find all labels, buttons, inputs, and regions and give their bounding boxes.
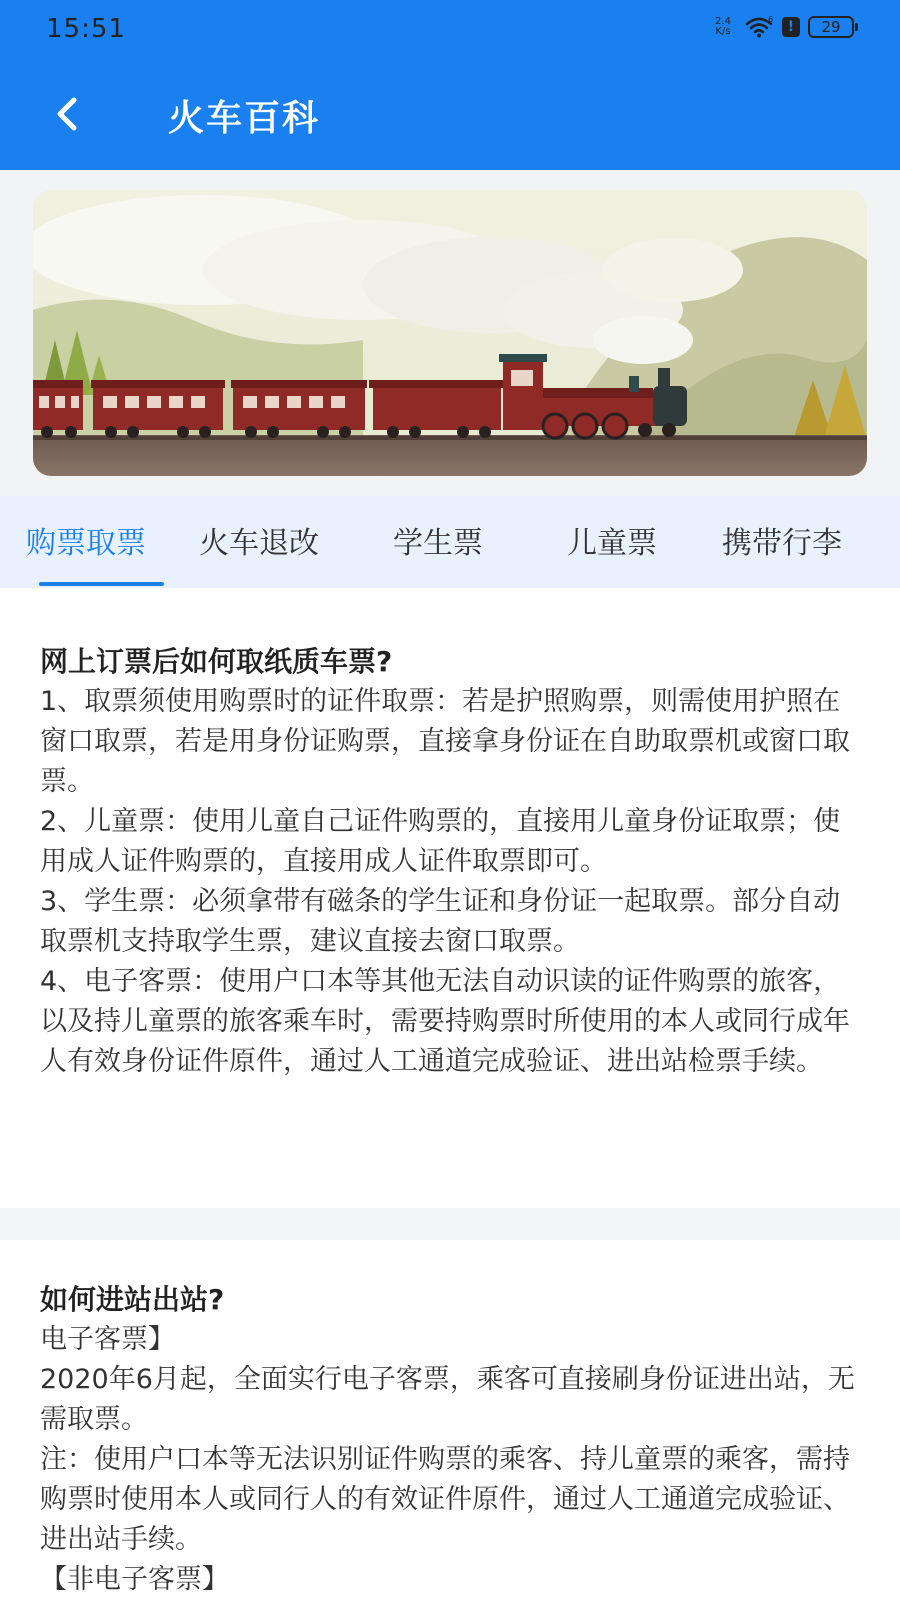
section-paragraph: 3、学生票：必须拿带有磁条的学生证和身份证一起取票。部分自动取票机支持取学生票，建议直接去窗口取票。: [40, 886, 841, 957]
section-paragraph: 2、儿童票：使用儿童自己证件购票的，直接用儿童身份证取票；使用成人证件购票的，直接用成人证件取票即可。: [40, 806, 841, 877]
net-speed-unit: K/s: [715, 26, 731, 37]
wifi-icon: [744, 16, 774, 38]
net-speed-indicator: [710, 17, 736, 37]
tab-luggage[interactable]: 携带行李: [722, 526, 842, 561]
chevron-left-icon[interactable]: [46, 92, 86, 136]
tab-student-ticket[interactable]: 学生票: [393, 526, 483, 561]
tab-buy-ticket[interactable]: 购票取票: [26, 526, 146, 561]
page-title: 火车百科: [168, 98, 321, 139]
content-area: [0, 588, 900, 1600]
battery-level: 29: [821, 18, 841, 36]
tab-active-indicator: [39, 582, 164, 586]
header: [0, 62, 900, 170]
section-paragraph: 2020年6月起，全面实行电子客票，乘客可直接刷身份证进出站，无需取票。: [40, 1364, 855, 1435]
train-illustration: [33, 190, 867, 476]
section-body: [40, 1320, 860, 1600]
section-paragraph: 电子客票】: [40, 1324, 175, 1355]
category-tabs: [0, 496, 900, 588]
banner-image: [33, 190, 867, 476]
section-card: [0, 588, 900, 1208]
alert-icon: !: [782, 17, 800, 37]
section-paragraph: 1、取票须使用购票时的证件取票：若是护照购票，则需使用护照在窗口取票，若是用身份证购票，直接拿身份证在自助取票机或窗口取票。: [40, 686, 850, 797]
section-paragraph: 4、电子客票：使用户口本等其他无法自动识读的证件购票的旅客，以及持儿童票的旅客乘车时，需要持购票时所使用的本人或同行成年人有效身份证件原件，通过人工通道完成验证、进出站检票手续。: [40, 966, 850, 1077]
battery-icon: [808, 16, 854, 38]
section-paragraph: 【非电子客票】: [40, 1564, 229, 1595]
section-card: [0, 1240, 900, 1600]
section-title: 网上订票后如何取纸质车票?: [40, 645, 393, 678]
wifi-badge: 6: [768, 16, 774, 24]
status-time: 15:51: [46, 14, 126, 44]
tab-child-ticket[interactable]: 儿童票: [567, 526, 657, 561]
status-icons: [710, 16, 854, 38]
section-body: [40, 682, 860, 1082]
tab-refund-change[interactable]: 火车退改: [199, 526, 319, 561]
net-speed-value: 2.4: [715, 16, 731, 27]
banner-area: [0, 170, 900, 496]
section-paragraph: 注：使用户口本等无法识别证件购票的乘客、持儿童票的乘客，需持购票时使用本人或同行人的有效证件原件，通过人工通道完成验证、进出站手续。: [40, 1444, 850, 1555]
section-title: 如何进站出站?: [40, 1283, 225, 1316]
status-bar: [0, 0, 900, 62]
top-bar: [0, 0, 900, 170]
